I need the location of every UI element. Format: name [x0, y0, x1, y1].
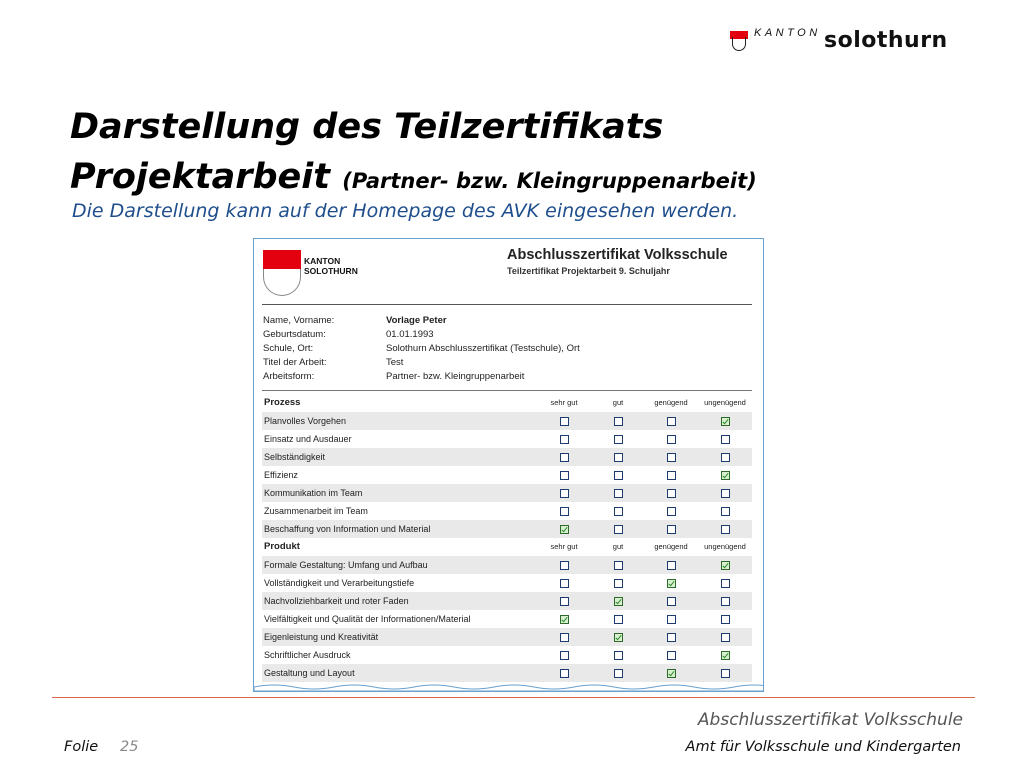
checkbox [614, 615, 623, 624]
checkbox [560, 669, 569, 678]
checkbox [560, 507, 569, 516]
checkbox [667, 507, 676, 516]
checkbox [667, 417, 676, 426]
checkbox [667, 597, 676, 606]
criterion-label: Schriftlicher Ausdruck [264, 650, 351, 660]
column-header: gut [612, 398, 624, 407]
checkbox [667, 435, 676, 444]
checkbox [667, 453, 676, 462]
logo-name-text: solothurn [824, 28, 948, 53]
table-row [262, 484, 752, 502]
checkbox [614, 579, 623, 588]
certificate-image [253, 238, 764, 692]
info-row [263, 342, 743, 356]
checkbox [721, 579, 730, 588]
info-label: Schule, Ort: [263, 343, 314, 354]
checkbox [560, 453, 569, 462]
criterion-label: Eigenleistung und Kreativität [264, 632, 379, 642]
info-label: Titel der Arbeit: [263, 357, 327, 368]
checkbox [614, 471, 623, 480]
checked-checkbox [721, 651, 730, 660]
checkbox [560, 435, 569, 444]
checkbox [560, 633, 569, 642]
checkbox [667, 615, 676, 624]
checkbox [614, 525, 623, 534]
column-header: ungenügend [704, 542, 746, 551]
checked-checkbox [721, 561, 730, 570]
checkbox [614, 561, 623, 570]
torn-edge [254, 683, 763, 691]
checkbox [614, 651, 623, 660]
table-row [262, 520, 752, 538]
checkbox [560, 471, 569, 480]
divider [262, 390, 752, 391]
certificate-kanton-line2: SOLOTHURN [304, 266, 358, 276]
checkbox [560, 651, 569, 660]
info-value: Partner- bzw. Kleingruppenarbeit [386, 371, 525, 382]
checked-checkbox [721, 471, 730, 480]
column-header: genügend [654, 542, 688, 551]
info-value: Test [386, 357, 404, 368]
footer-title: Abschlusszertifikat Volksschule [697, 710, 963, 730]
certificate-subtitle: Teilzertifikat Projektarbeit 9. Schuljahr [507, 266, 670, 276]
slide-title [70, 102, 757, 206]
checkbox [667, 525, 676, 534]
column-header: sehr gut [550, 542, 578, 551]
table-row [262, 412, 752, 430]
checkbox [667, 471, 676, 480]
info-label: Arbeitsform: [263, 371, 315, 382]
info-label: Name, Vorname: [263, 315, 335, 326]
logo-kanton-text: KANTON [754, 27, 821, 39]
info-row [263, 314, 743, 328]
footer-folie-label: Folie [64, 739, 99, 755]
table-row [262, 556, 752, 574]
info-value: 01.01.1993 [386, 329, 434, 340]
table-row [262, 574, 752, 592]
checked-checkbox [614, 597, 623, 606]
checkbox [614, 417, 623, 426]
table-row [262, 466, 752, 484]
flag-icon [730, 31, 748, 47]
checkbox [560, 489, 569, 498]
footer-department: Amt für Volksschule und Kindergarten [685, 739, 961, 755]
criterion-label: Formale Gestaltung: Umfang und Aufbau [264, 560, 428, 570]
checkbox [614, 489, 623, 498]
checkbox [721, 633, 730, 642]
table-row [262, 430, 752, 448]
checkbox [614, 435, 623, 444]
criterion-label: Vollständigkeit und Verarbeitungstiefe [264, 578, 415, 588]
title-main: Projektarbeit [70, 157, 331, 197]
checkbox [667, 489, 676, 498]
criterion-label: Selbständigkeit [264, 452, 326, 462]
checkbox [614, 669, 623, 678]
checked-checkbox [560, 525, 569, 534]
checkbox [614, 507, 623, 516]
info-label: Geburtsdatum: [263, 329, 326, 340]
checkbox [721, 489, 730, 498]
title-parenthetical: (Partner- bzw. Kleingruppenarbeit) [342, 169, 757, 193]
checkbox [721, 669, 730, 678]
section-header [262, 394, 752, 412]
info-row [263, 370, 743, 384]
criterion-label: Planvolles Vorgehen [264, 416, 347, 426]
section-header [262, 538, 752, 556]
info-row [263, 356, 743, 370]
certificate-kanton-line1: KANTON [304, 256, 341, 266]
info-value: Vorlage Peter [386, 315, 447, 326]
kanton-solothurn-logo [730, 26, 975, 62]
checked-checkbox [560, 615, 569, 624]
column-header: ungenügend [704, 398, 746, 407]
checkbox [721, 615, 730, 624]
criterion-label: Gestaltung und Layout [264, 668, 355, 678]
title-line-2 [70, 152, 757, 206]
table-row [262, 646, 752, 664]
checked-checkbox [667, 579, 676, 588]
section-name: Produkt [264, 541, 300, 552]
checkbox [560, 561, 569, 570]
grade-table [262, 394, 752, 682]
checkbox [721, 525, 730, 534]
checkbox [667, 651, 676, 660]
checked-checkbox [614, 633, 623, 642]
table-row [262, 628, 752, 646]
info-row [263, 328, 743, 342]
checkbox [614, 453, 623, 462]
section-name: Prozess [264, 397, 301, 408]
title-line-1: Darstellung des Teilzertifikats [70, 107, 664, 147]
table-row [262, 592, 752, 610]
column-header: sehr gut [550, 398, 578, 407]
checked-checkbox [667, 669, 676, 678]
criterion-label: Kommunikation im Team [264, 488, 363, 498]
checkbox [667, 561, 676, 570]
checkbox [721, 435, 730, 444]
checkbox [667, 633, 676, 642]
checked-checkbox [721, 417, 730, 426]
table-row [262, 610, 752, 628]
checkbox [721, 597, 730, 606]
checkbox [721, 453, 730, 462]
column-header: genügend [654, 398, 688, 407]
personal-info [263, 314, 743, 384]
slide-subtitle: Die Darstellung kann auf der Homepage des AVK eingesehen werden. [72, 200, 739, 222]
checkbox [560, 579, 569, 588]
criterion-label: Vielfältigkeit und Qualität der Informationen/Material [264, 614, 471, 624]
checkbox [721, 507, 730, 516]
criterion-label: Effizienz [264, 470, 298, 480]
criterion-label: Einsatz und Ausdauer [264, 434, 352, 444]
criterion-label: Nachvollziehbarkeit und roter Faden [264, 596, 409, 606]
certificate-title: Abschlusszertifikat Volksschule [507, 247, 728, 263]
criterion-label: Beschaffung von Information und Material [264, 524, 431, 534]
info-value: Solothurn Abschlusszertifikat (Testschule), Ort [386, 343, 580, 354]
coat-of-arms-icon [263, 250, 301, 296]
table-row [262, 502, 752, 520]
checkbox [560, 417, 569, 426]
table-row [262, 448, 752, 466]
checkbox [560, 597, 569, 606]
table-row [262, 664, 752, 682]
divider [262, 304, 752, 305]
footer-slide-number: 25 [120, 739, 139, 755]
column-header: gut [612, 542, 624, 551]
footer-divider [52, 697, 975, 698]
certificate-kanton [304, 256, 358, 276]
criterion-label: Zusammenarbeit im Team [264, 506, 368, 516]
